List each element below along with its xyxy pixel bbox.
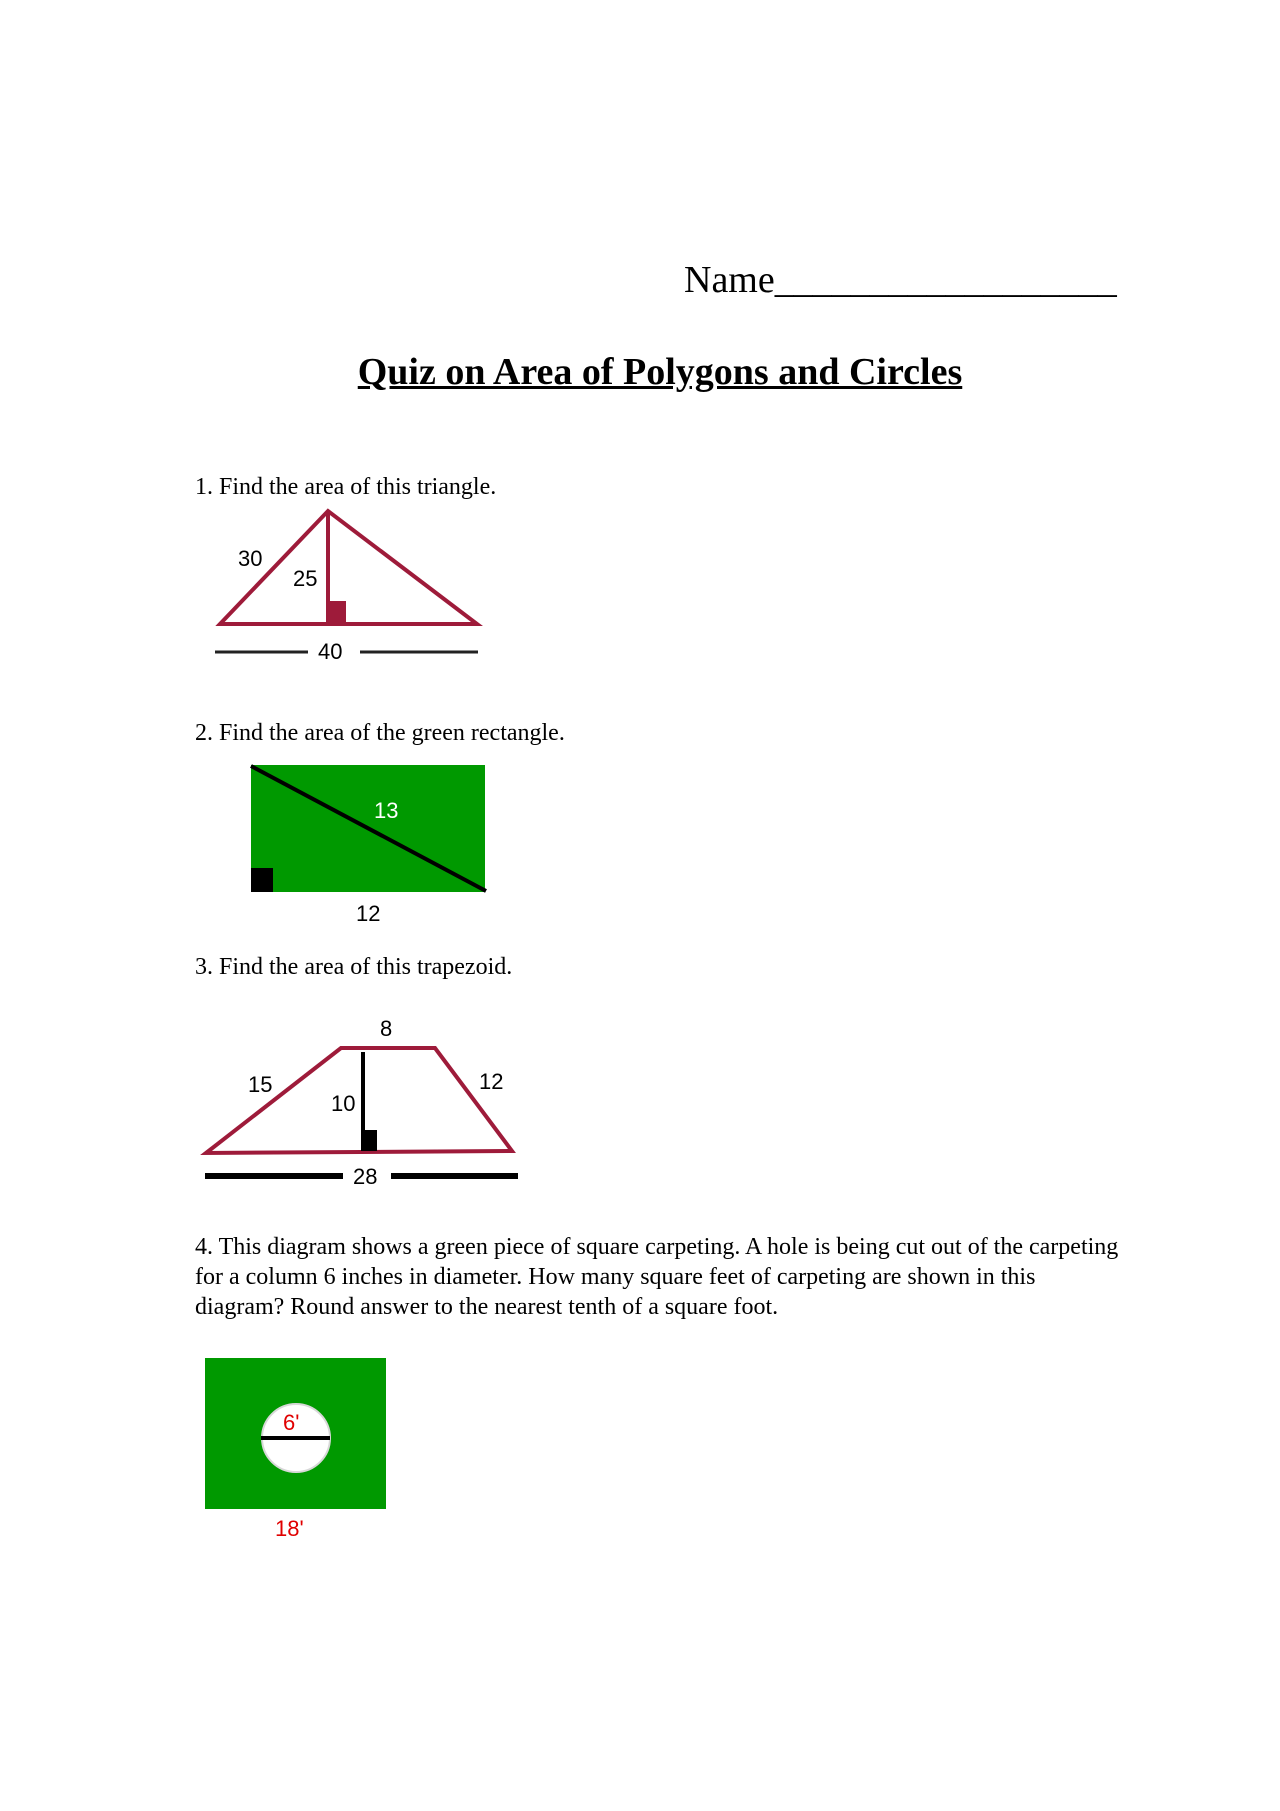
trapezoid-height-label: 10 [331,1091,356,1116]
triangle-base-label: 40 [318,639,343,664]
question-2-text: 2. Find the area of the green rectangle. [195,720,565,746]
trapezoid-bottom-label: 28 [353,1164,378,1189]
diameter-label: 6' [283,1410,300,1435]
triangle-side-label: 30 [238,546,263,571]
trapezoid-right-side-label: 12 [479,1069,504,1094]
name-field[interactable]: Name__________________ [684,259,1117,301]
trapezoid-top-label: 8 [380,1016,393,1041]
rectangle-base-label: 12 [356,901,381,926]
question-4-text: 4. This diagram shows a green piece of square carpeting. A hole is being cut out of the carpeting for a column 6 inches in diameter. How many square feet of carpeting are shown in this diagram? Round answer to the nearest tenth of a square foot. [195,1234,1119,1320]
triangle-height-label: 25 [293,566,318,591]
page-title: Quiz on Area of Polygons and Circles [357,351,963,393]
question-3-text: 3. Find the area of this trapezoid. [195,954,513,980]
diagonal-label: 13 [374,798,399,823]
trapezoid-left-side-label: 15 [248,1072,273,1097]
question-1-text: 1. Find the area of this triangle. [195,474,497,500]
carpet-side-label: 18' [275,1516,304,1541]
